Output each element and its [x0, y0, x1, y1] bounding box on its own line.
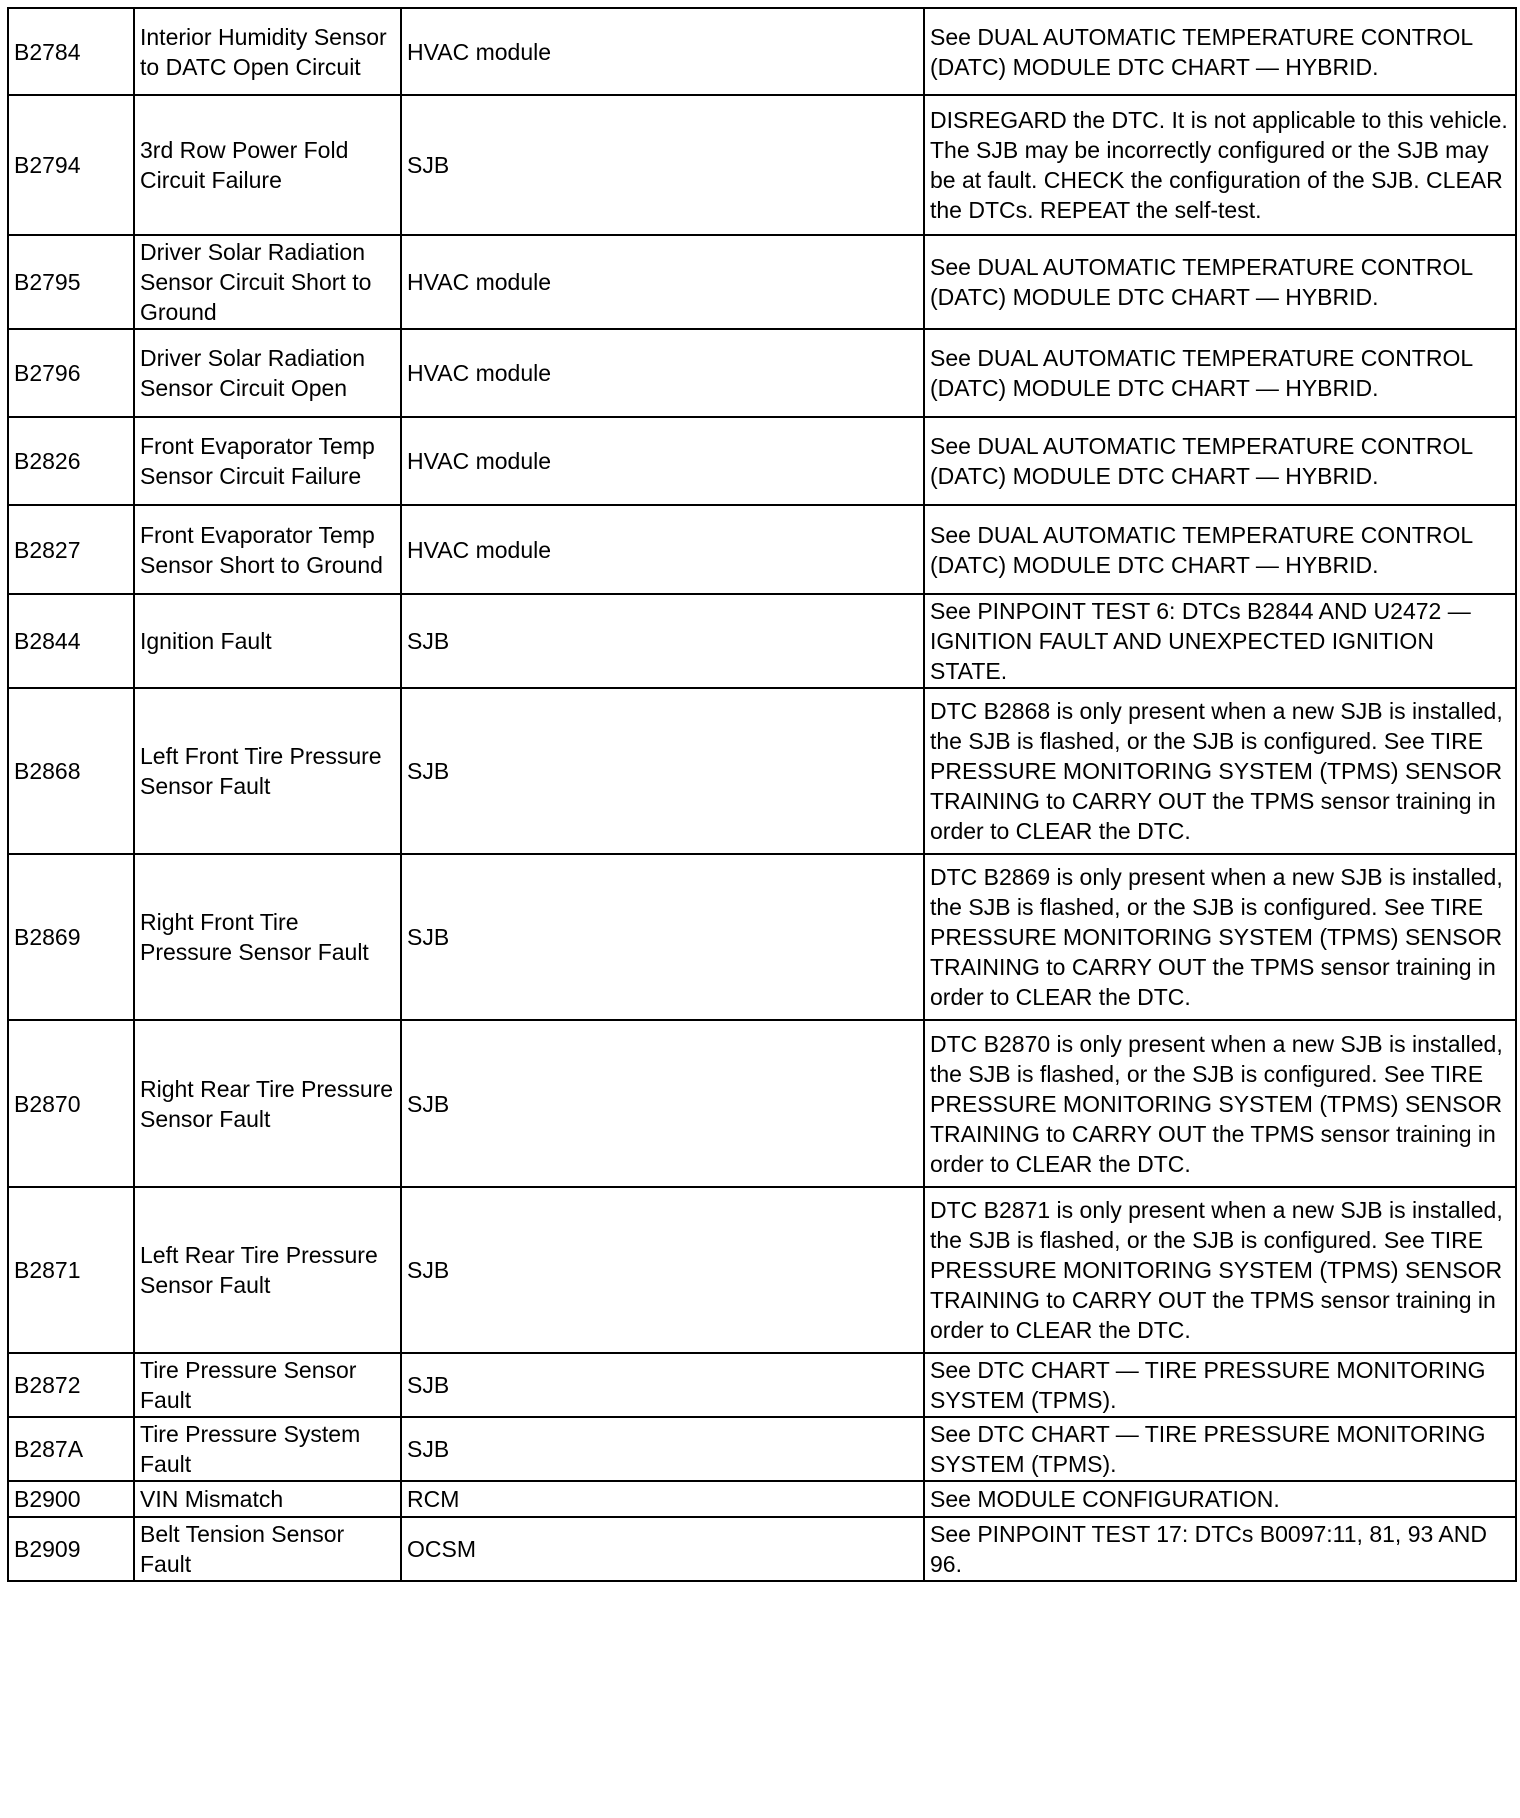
dtc-action: See DUAL AUTOMATIC TEMPERATURE CONTROL (DATC) MODULE DTC CHART — HYBRID. — [924, 505, 1516, 594]
dtc-code: B287A — [8, 1417, 134, 1481]
dtc-description: Left Front Tire Pressure Sensor Fault — [134, 688, 401, 854]
dtc-description: Right Rear Tire Pressure Sensor Fault — [134, 1020, 401, 1187]
dtc-description: Ignition Fault — [134, 594, 401, 688]
dtc-action: See DUAL AUTOMATIC TEMPERATURE CONTROL (DATC) MODULE DTC CHART — HYBRID. — [924, 417, 1516, 505]
dtc-code: B2784 — [8, 8, 134, 95]
dtc-code: B2795 — [8, 235, 134, 329]
dtc-module: SJB — [401, 594, 924, 688]
dtc-module: HVAC module — [401, 235, 924, 329]
dtc-module: HVAC module — [401, 505, 924, 594]
table-row — [8, 854, 1516, 1020]
dtc-code: B2827 — [8, 505, 134, 594]
dtc-code: B2870 — [8, 1020, 134, 1187]
dtc-action: DTC B2869 is only present when a new SJB is installed, the SJB is flashed, or the SJB is configured. See TIRE PRESSURE MONITORING SYSTEM (TPMS) SENSOR TRAINING to CARRY OUT the TPMS sensor training in order to CLEAR the DTC. — [924, 854, 1516, 1020]
dtc-description: Interior Humidity Sensor to DATC Open Circuit — [134, 8, 401, 95]
dtc-code: B2826 — [8, 417, 134, 505]
dtc-action: DTC B2868 is only present when a new SJB is installed, the SJB is flashed, or the SJB is configured. See TIRE PRESSURE MONITORING SYSTEM (TPMS) SENSOR TRAINING to CARRY OUT the TPMS sensor training in order to CLEAR the DTC. — [924, 688, 1516, 854]
table-row — [8, 688, 1516, 854]
dtc-description: Belt Tension Sensor Fault — [134, 1517, 401, 1581]
dtc-code: B2869 — [8, 854, 134, 1020]
dtc-module: SJB — [401, 1417, 924, 1481]
dtc-description: Driver Solar Radiation Sensor Circuit Open — [134, 329, 401, 417]
dtc-code: B2796 — [8, 329, 134, 417]
table-row — [8, 8, 1516, 95]
dtc-code: B2872 — [8, 1353, 134, 1417]
dtc-description: Tire Pressure Sensor Fault — [134, 1353, 401, 1417]
dtc-description: Right Front Tire Pressure Sensor Fault — [134, 854, 401, 1020]
dtc-description: Front Evaporator Temp Sensor Circuit Failure — [134, 417, 401, 505]
table-row — [8, 1417, 1516, 1481]
dtc-description: Driver Solar Radiation Sensor Circuit Short to Ground — [134, 235, 401, 329]
dtc-action: DTC B2870 is only present when a new SJB is installed, the SJB is flashed, or the SJB is configured. See TIRE PRESSURE MONITORING SYSTEM (TPMS) SENSOR TRAINING to CARRY OUT the TPMS sensor training in order to CLEAR the DTC. — [924, 1020, 1516, 1187]
dtc-action: See PINPOINT TEST 6: DTCs B2844 AND U2472 — IGNITION FAULT AND UNEXPECTED IGNITION STATE. — [924, 594, 1516, 688]
dtc-action: See MODULE CONFIGURATION. — [924, 1481, 1516, 1517]
dtc-description: Tire Pressure System Fault — [134, 1417, 401, 1481]
dtc-action: See PINPOINT TEST 17: DTCs B0097:11, 81, 93 AND 96. — [924, 1517, 1516, 1581]
dtc-module: SJB — [401, 854, 924, 1020]
dtc-action: See DTC CHART — TIRE PRESSURE MONITORING SYSTEM (TPMS). — [924, 1353, 1516, 1417]
dtc-module: SJB — [401, 1353, 924, 1417]
dtc-table — [7, 7, 1517, 1582]
table-row — [8, 505, 1516, 594]
dtc-code: B2794 — [8, 95, 134, 235]
dtc-module: RCM — [401, 1481, 924, 1517]
dtc-action: See DUAL AUTOMATIC TEMPERATURE CONTROL (DATC) MODULE DTC CHART — HYBRID. — [924, 235, 1516, 329]
dtc-module: OCSM — [401, 1517, 924, 1581]
table-row — [8, 1517, 1516, 1581]
dtc-code: B2844 — [8, 594, 134, 688]
table-row — [8, 235, 1516, 329]
dtc-code: B2900 — [8, 1481, 134, 1517]
dtc-action: See DTC CHART — TIRE PRESSURE MONITORING SYSTEM (TPMS). — [924, 1417, 1516, 1481]
table-row — [8, 95, 1516, 235]
dtc-action: See DUAL AUTOMATIC TEMPERATURE CONTROL (DATC) MODULE DTC CHART — HYBRID. — [924, 8, 1516, 95]
table-row — [8, 594, 1516, 688]
dtc-description: Front Evaporator Temp Sensor Short to Ground — [134, 505, 401, 594]
dtc-module: HVAC module — [401, 8, 924, 95]
dtc-module: SJB — [401, 95, 924, 235]
dtc-code: B2868 — [8, 688, 134, 854]
dtc-action: DTC B2871 is only present when a new SJB is installed, the SJB is flashed, or the SJB is configured. See TIRE PRESSURE MONITORING SYSTEM (TPMS) SENSOR TRAINING to CARRY OUT the TPMS sensor training in order to CLEAR the DTC. — [924, 1187, 1516, 1353]
dtc-action: DISREGARD the DTC. It is not applicable to this vehicle. The SJB may be incorrectly configured or the SJB may be at fault. CHECK the configuration of the SJB. CLEAR the DTCs. REPEAT the self-test. — [924, 95, 1516, 235]
table-row — [8, 1020, 1516, 1187]
dtc-description: Left Rear Tire Pressure Sensor Fault — [134, 1187, 401, 1353]
dtc-description: 3rd Row Power Fold Circuit Failure — [134, 95, 401, 235]
dtc-module: SJB — [401, 1020, 924, 1187]
table-row — [8, 1481, 1516, 1517]
table-row — [8, 1187, 1516, 1353]
dtc-module: HVAC module — [401, 329, 924, 417]
table-row — [8, 1353, 1516, 1417]
dtc-description: VIN Mismatch — [134, 1481, 401, 1517]
dtc-module: SJB — [401, 688, 924, 854]
dtc-code: B2871 — [8, 1187, 134, 1353]
dtc-module: HVAC module — [401, 417, 924, 505]
dtc-code: B2909 — [8, 1517, 134, 1581]
table-row — [8, 417, 1516, 505]
dtc-action: See DUAL AUTOMATIC TEMPERATURE CONTROL (DATC) MODULE DTC CHART — HYBRID. — [924, 329, 1516, 417]
table-row — [8, 329, 1516, 417]
dtc-module: SJB — [401, 1187, 924, 1353]
